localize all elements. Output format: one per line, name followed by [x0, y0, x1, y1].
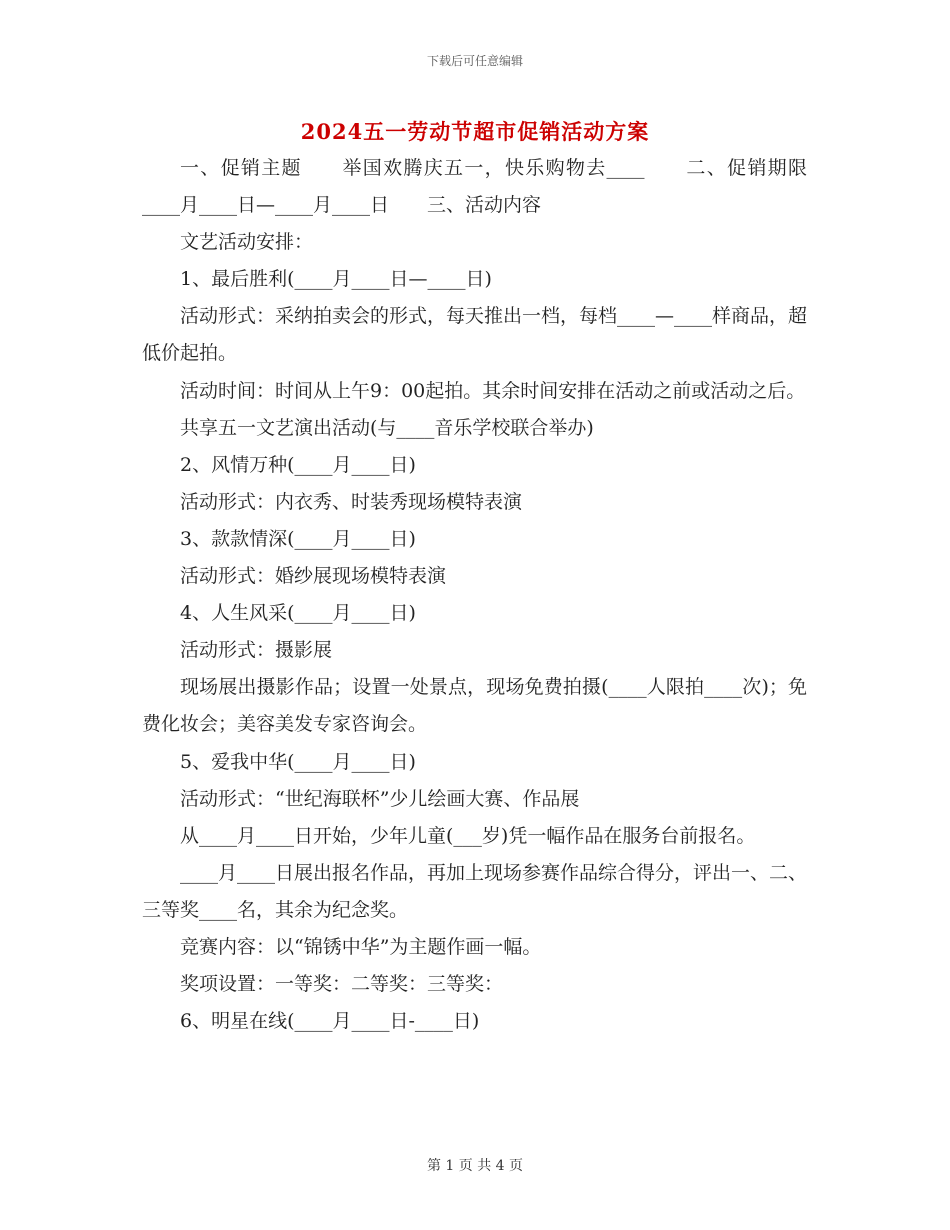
paragraph-item-4-form: 活动形式：摄影展 [180, 639, 333, 662]
paragraph-item-5-registration: 从____月____日开始，少年儿童(___岁)凭一幅作品在服务台前报名。 [180, 824, 756, 847]
page-header: 下载后可任意编辑 [426, 54, 523, 68]
paragraph-cultural-arrangement: 文艺活动安排： [180, 231, 314, 254]
paragraph-item-1-heading: 1、最后胜利(____月____日—____日) [180, 268, 492, 291]
paragraph-item-2-heading: 2、风情万种(____月____日) [180, 453, 416, 476]
paragraph-item-5-heading: 5、爱我中华(____月____日) [180, 750, 416, 773]
page-footer: 第 1 页 共 4 页 [426, 1158, 524, 1174]
paragraph-item-5-judging: ____月____日展出报名作品，再加上现场参赛作品综合得分，评出一、二、三等奖____名，其余为纪念奖。 [142, 861, 808, 921]
paragraph-item-3-form: 活动形式：婚纱展现场模特表演 [180, 565, 447, 588]
paragraph-item-3-heading: 3、款款情深(____月____日) [180, 527, 416, 550]
paragraph-item-1-time: 活动时间：时间从上午9：00起拍。其余时间安排在活动之前或活动之后。 [180, 379, 806, 402]
document-title: 2024五一劳动节超市促销活动方案 [300, 119, 650, 144]
paragraph-item-4-details: 现场展出摄影作品；设置一处景点，现场免费拍摄(____人限拍____次)；免费化妆会；美容美发专家咨询会。 [142, 676, 807, 736]
paragraph-item-5-contest-content: 竞赛内容：以“锦锈中华”为主题作画一幅。 [180, 935, 542, 958]
paragraph-item-5-form: 活动形式：“世纪海联杯”少儿绘画大赛、作品展 [180, 787, 580, 810]
paragraph-item-5-awards: 奖项设置：一等奖：二等奖：三等奖： [180, 973, 504, 996]
document-body [142, 150, 846, 1040]
paragraph-item-1-form: 活动形式：采纳拍卖会的形式，每天推出一档，每档____—____样商品，超低价起拍。 [142, 305, 808, 365]
paragraph-item-2-form: 活动形式：内衣秀、时装秀现场模特表演 [180, 490, 523, 513]
paragraph-joint-performance: 共享五一文艺演出活动(与____音乐学校联合举办) [180, 416, 594, 439]
paragraph-item-4-heading: 4、人生风采(____月____日) [180, 602, 416, 625]
paragraph-promotion-theme: 一、促销主题 举国欢腾庆五一，快乐购物去____ 二、促销期限 ____月____日—____月____日 三、活动内容 [142, 157, 846, 217]
paragraph-item-6-heading: 6、明星在线(____月____日-____日) [180, 1010, 480, 1033]
